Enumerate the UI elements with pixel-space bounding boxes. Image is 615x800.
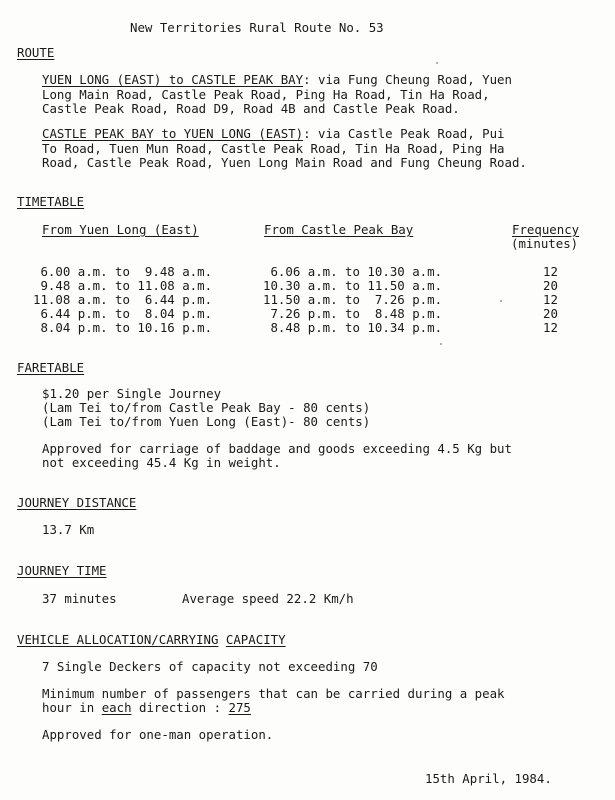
timetable-heading: TIMETABLE (17, 194, 85, 209)
col-header-frequency: Frequency (512, 222, 580, 237)
col-header-yuen-long: From Yuen Long (East) (42, 222, 199, 237)
timetable-freq-cell: 20 (543, 306, 558, 321)
fare-line: (Lam Tei to/from Yuen Long (East)- 80 cents) (42, 414, 371, 429)
faretable-heading: FARETABLE (17, 360, 85, 375)
route-inbound-line: To Road, Tuen Mun Road, Castle Peak Road, Tin Ha Road, Ping Ha (42, 141, 505, 156)
timetable-cp-cell: 11.50 a.m. to 7.26 p.m. (263, 292, 443, 307)
route-heading: ROUTE (17, 45, 55, 60)
min-passengers-line: Minimum number of passengers that can be carried during a peak (42, 686, 505, 701)
route-outbound-label: YUEN LONG (EAST) to CASTLE PEAK BAY (42, 72, 304, 87)
route-outbound-line: Castle Peak Road, Road D9, Road 4B and Castle Peak Road. (42, 101, 460, 116)
timetable-yl-cell: 6.00 a.m. to 9.48 a.m. (33, 264, 213, 279)
min-line-text: hour in (42, 700, 102, 715)
vehicle-heading-part1: VEHICLE ALLOCATION/CARRYING (17, 632, 219, 647)
timetable-freq-cell: 12 (543, 320, 558, 335)
timetable-freq-cell: 20 (543, 278, 558, 293)
timetable-cp-cell: 7.26 p.m. to 8.48 p.m. (263, 306, 443, 321)
baggage-approval-line: Approved for carriage of baddage and goods exceeding 4.5 Kg but (42, 441, 512, 456)
route-outbound (42, 72, 512, 87)
each-emphasis: each (101, 700, 132, 715)
vehicle-heading-part2: CAPACITY (225, 632, 286, 647)
timetable-cp-cell: 8.48 p.m. to 10.34 p.m. (263, 320, 443, 335)
baggage-approval-line: not exceeding 45.4 Kg in weight. (42, 455, 281, 470)
journey-time-minutes: 37 minutes (42, 591, 117, 606)
average-speed: Average speed 22.2 Km/h (182, 591, 354, 606)
route-outbound-line: : via Fung Cheung Road, Yuen (303, 72, 512, 87)
min-line-text: direction : (131, 700, 229, 715)
timetable-freq-cell: 12 (543, 292, 558, 307)
min-passengers-line-2 (42, 700, 251, 715)
timetable-yl-cell: 8.04 p.m. to 10.16 p.m. (33, 320, 213, 335)
fare-line: (Lam Tei to/from Castle Peak Bay - 80 cents) (42, 400, 371, 415)
journey-time-heading: JOURNEY TIME (17, 563, 107, 578)
col-header-castle-peak: From Castle Peak Bay (264, 222, 414, 237)
single-deckers-line: 7 Single Deckers of capacity not exceeding 70 (42, 659, 378, 674)
col-header-frequency-unit: (minutes) (511, 236, 579, 251)
route-inbound (42, 126, 505, 141)
timetable-cp-cell: 10.30 a.m. to 11.50 a.m. (263, 278, 443, 293)
route-inbound-line: Road, Castle Peak Road, Yuen Long Main Road and Fung Cheung Road. (42, 155, 527, 170)
document-title: New Territories Rural Route No. 53 (130, 20, 384, 35)
min-passengers-value: 275 (228, 700, 251, 715)
timetable-yl-cell: 6.44 p.m. to 8.04 p.m. (33, 306, 213, 321)
scan-speck (500, 300, 502, 302)
vehicle-heading (17, 632, 286, 647)
timetable-yl-cell: 9.48 a.m. to 11.08 a.m. (33, 278, 213, 293)
route-outbound-line: Long Main Road, Castle Peak Road, Ping Ha Road, Tin Ha Road, (42, 87, 490, 102)
timetable-freq-cell: 12 (543, 264, 558, 279)
document-date: 15th April, 1984. (425, 771, 552, 786)
one-man-operation: Approved for one-man operation. (42, 727, 274, 742)
scan-speck (440, 343, 442, 345)
timetable-cp-cell: 6.06 a.m. to 10.30 a.m. (263, 264, 443, 279)
route-inbound-line: : via Castle Peak Road, Pui (303, 126, 505, 141)
journey-distance-heading: JOURNEY DISTANCE (17, 495, 137, 510)
timetable-yl-cell: 11.08 a.m. to 6.44 p.m. (33, 292, 213, 307)
fare-line: $1.20 per Single Journey (42, 386, 222, 401)
journey-distance-value: 13.7 Km (42, 522, 95, 537)
route-inbound-label: CASTLE PEAK BAY to YUEN LONG (EAST) (42, 126, 304, 141)
scan-speck (436, 62, 438, 64)
